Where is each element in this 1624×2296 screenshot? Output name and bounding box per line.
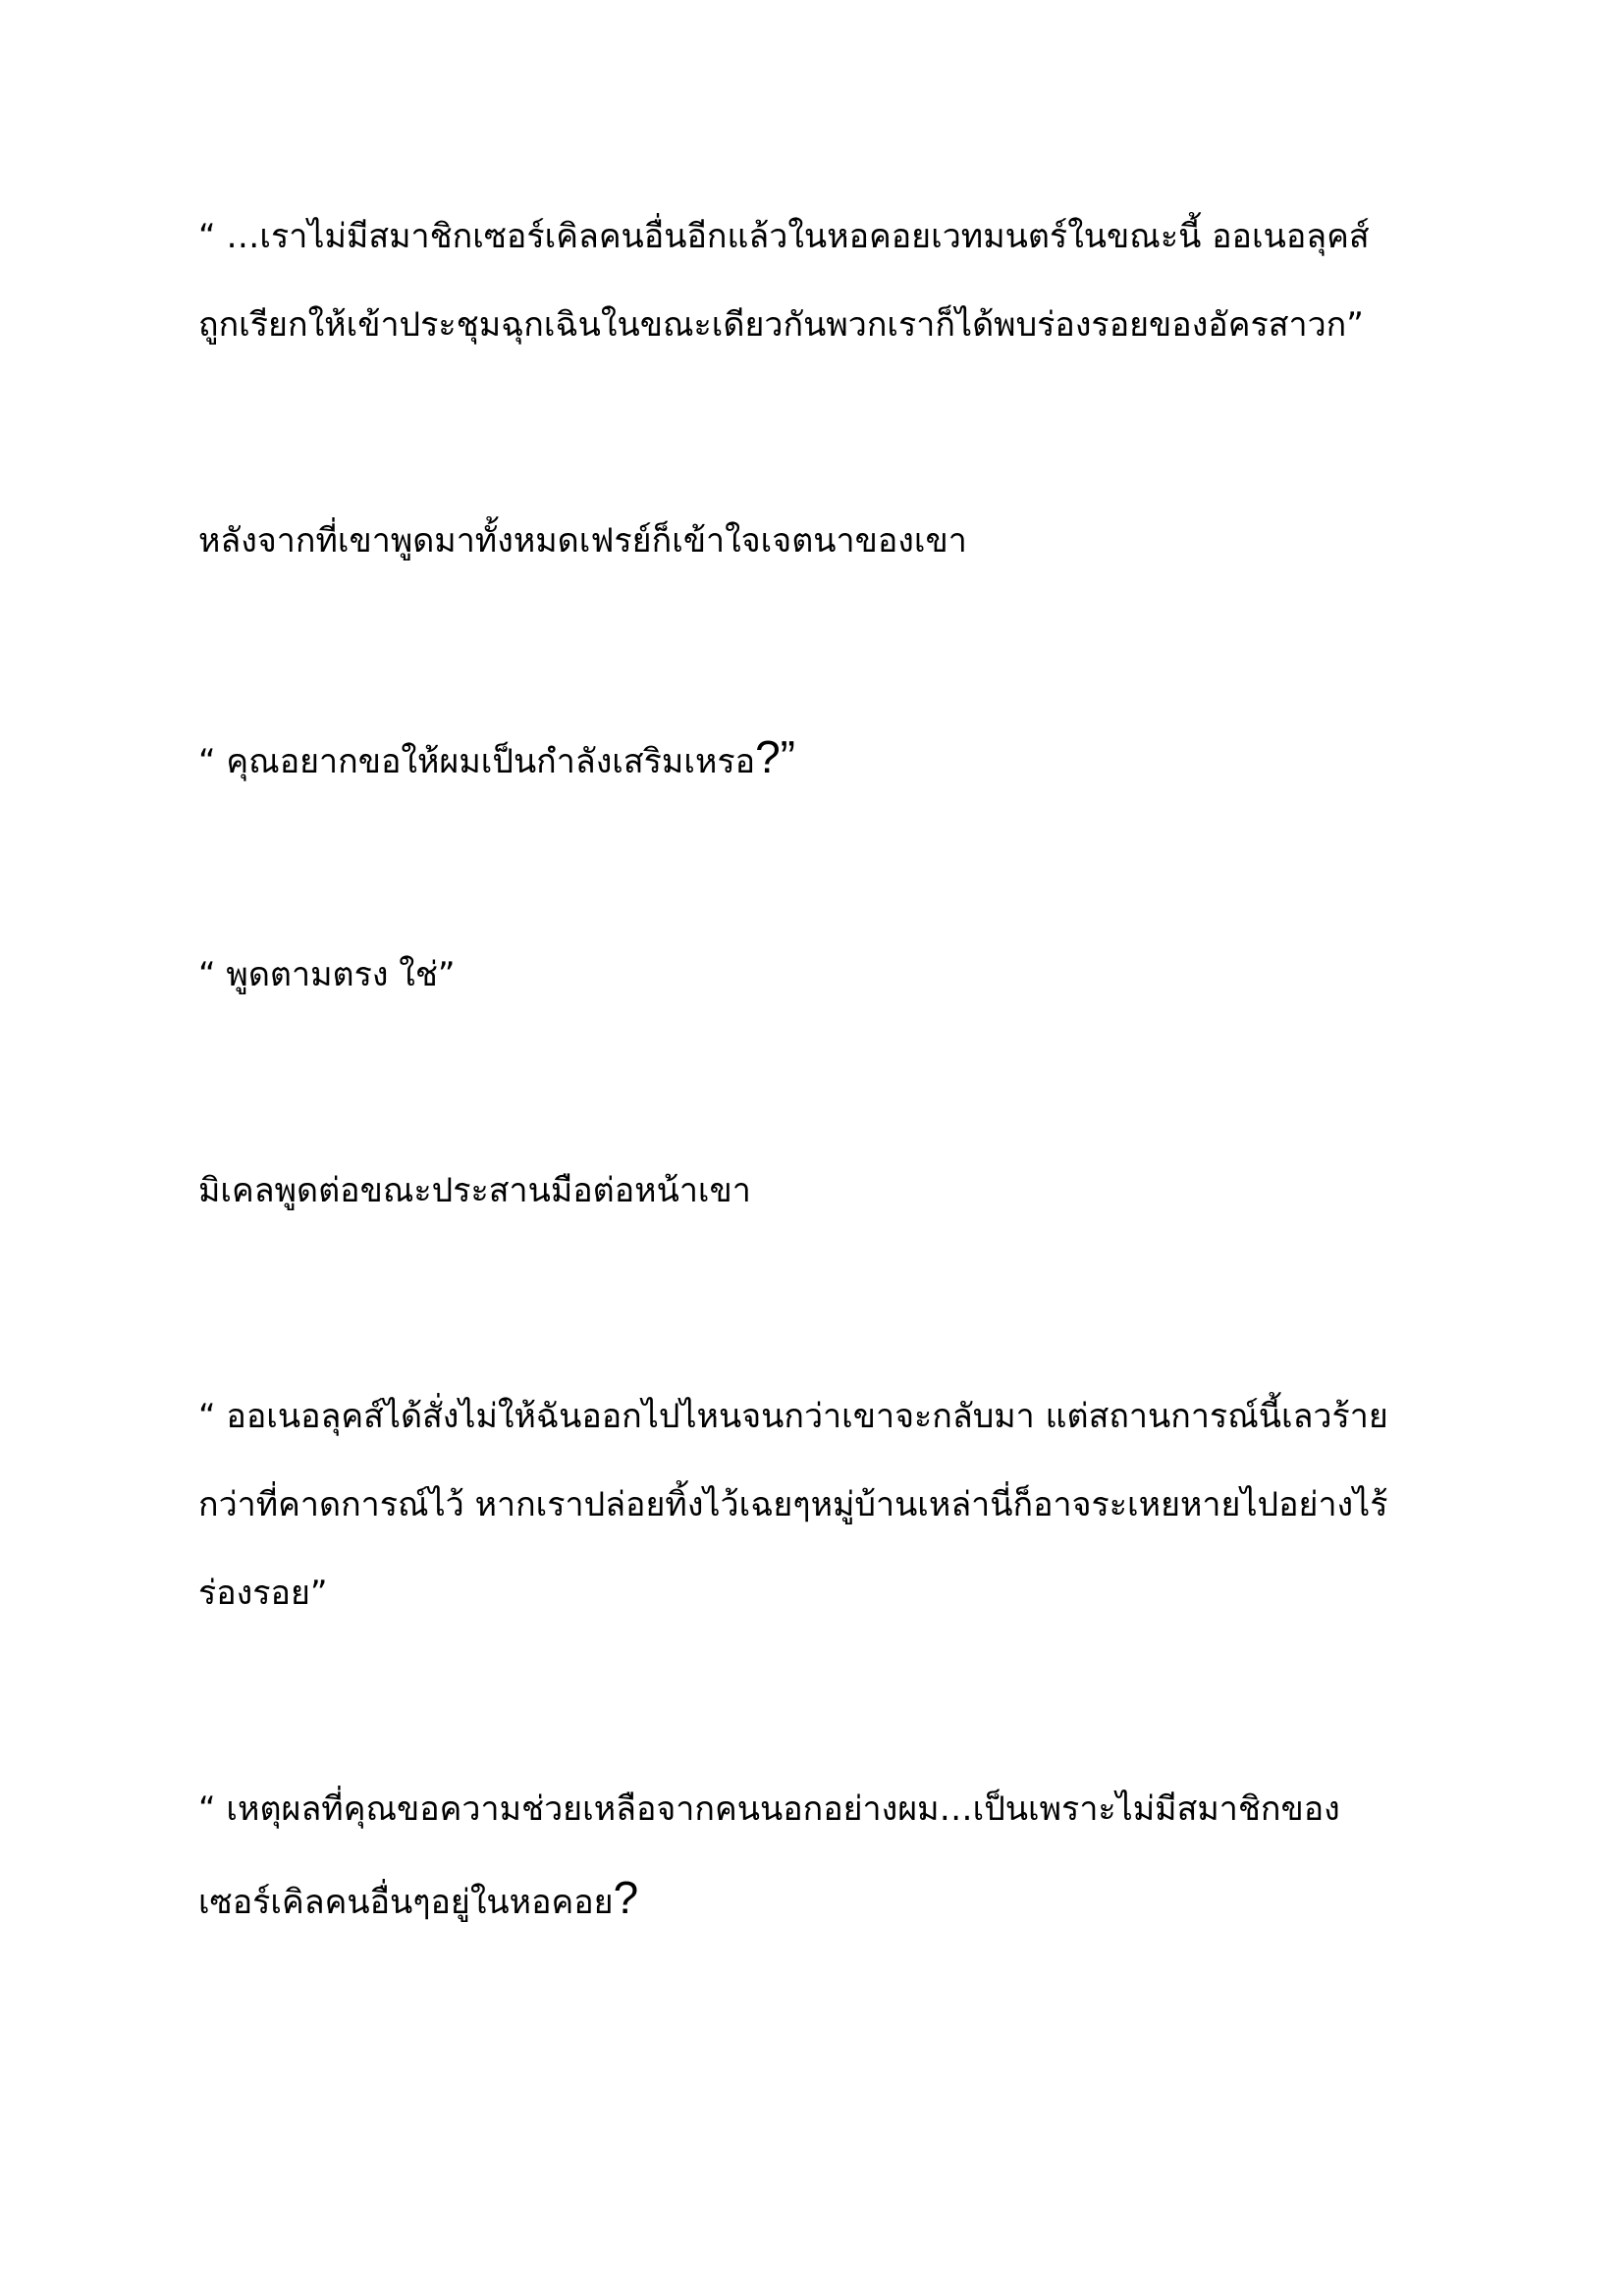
paragraph-6-line-2: กว่าที่คาดการณ์ไว้ หากเราปล่อยทิ้งไว้เฉยๆหมู่บ้านเหล่านี่ก็อาจระเหยหายไปอย่างไร้ — [198, 1485, 1388, 1524]
paragraph-2: หลังจากที่เขาพูดมาทั้งหมดเฟรย์ก็เข้าใจเจตนาของเขา — [198, 521, 967, 561]
paragraph-7-line-1: “ เหตุผลที่คุณขอความช่วยเหลือจากคนนอกอย่างผม…เป็นเพราะไม่มีสมาชิกของ — [198, 1789, 1340, 1829]
paragraph-1-line-2: ถูกเรียกให้เข้าประชุมฉุกเฉินในขณะเดียวกันพวกเราก็ได้พบร่องรอยของอัครสาวก” — [198, 305, 1364, 345]
paragraph-4: “ พูดตามตรง ใช่” — [198, 955, 456, 994]
paragraph-3-text: “ คุณอยากขอให้ผมเป็นกำลังเสริมเหรอ — [198, 742, 756, 781]
paragraph-5: มิเคลพูดต่อขณะประสานมือต่อหน้าเขา — [198, 1171, 751, 1210]
paragraph-1-line-1: “ …เราไม่มีสมาชิกเซอร์เคิลคนอื่นอีกแล้วในหอคอยเวทมนตร์ในขณะนี้ ออเนอลุคส์ — [198, 217, 1370, 256]
paragraph-3 — [198, 732, 1475, 786]
paragraph-6-line-3: ร่องรอย” — [198, 1574, 328, 1613]
paragraph-7-line-2-text: เซอร์เคิลคนอื่นๆอยู่ในหอคอย — [198, 1883, 614, 1922]
paragraph-7-question-mark: ? — [613, 1872, 639, 1923]
paragraph-6-line-1: “ ออเนอลุคส์ได้สั่งไม่ให้ฉันออกไปไหนจนกว่าเขาจะกลับมา แต่สถานการณ์นี้เลวร้าย — [198, 1397, 1388, 1436]
paragraph-3-question-mark: ?” — [755, 731, 795, 782]
paragraph-7-line-2 — [198, 1873, 1475, 1927]
